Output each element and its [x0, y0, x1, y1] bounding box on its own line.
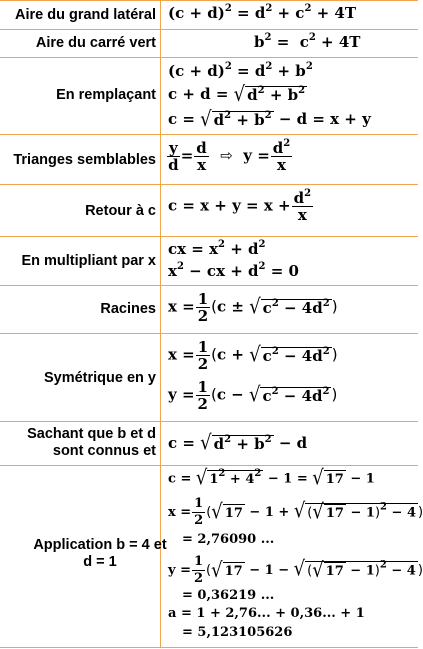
- formula-line: cx = $x^2 + d^2$: [168, 239, 266, 258]
- row-divider: [0, 421, 418, 422]
- row-divider: [0, 285, 418, 286]
- row-divider: [0, 333, 418, 334]
- formula-line: = 5,123105626: [182, 625, 293, 640]
- row-label: Aire du carré vert: [35, 34, 156, 51]
- formula-line: c = √ $d^2 + b^2$ − d: [168, 431, 308, 456]
- formula-line: $\frac{y}{d}$ = $\frac{d}{x}$ ⇨ y = $\frac{d^2}{x}$: [168, 138, 291, 174]
- formula-line: x = $\frac{1}{2}$ (c ± √ $c^2 - 4d^2$ ): [168, 290, 338, 325]
- formula-line: y = $\frac{1}{2}$ (c − √ $c^2 - 4d^2$ ): [168, 378, 338, 413]
- row-label: Retour à c: [85, 202, 156, 219]
- row-label: Sachant que b et d sont connus et: [27, 426, 156, 459]
- formula-line: a = 1 + 2,76... + 0,36... + 1: [168, 606, 365, 621]
- formula-line: $(c + d)^2 = d^2 + c^2 + 4T$: [168, 3, 357, 22]
- row-divider: [0, 134, 418, 135]
- row-divider: [0, 465, 418, 466]
- row-divider: [0, 29, 418, 30]
- formula-line: $b^2 = c^2 + 4T$: [254, 32, 361, 51]
- formula-line: = 2,76090 ...: [182, 532, 275, 547]
- row-label: En multipliant par x: [21, 252, 156, 269]
- formula-line: y = $\frac{1}{2}$ ( √ 17 − 1 − √ ( √ 17 − 1)$^2$ − 4 ): [168, 554, 423, 586]
- formula-line: $(c + d)^2 = d^2 + b^2$: [168, 61, 313, 80]
- row-divider: [0, 57, 418, 58]
- formula-line: x = $\frac{1}{2}$ (c + √ $c^2 - 4d^2$ ): [168, 338, 338, 373]
- formula-line: = 0,36219 ...: [182, 588, 275, 603]
- row-label: Aire du grand latéral: [14, 6, 156, 23]
- row-divider: [0, 184, 418, 185]
- row-divider: [0, 236, 418, 237]
- row-divider: [0, 0, 418, 1]
- implies-arrow-icon: ⇨: [220, 146, 233, 165]
- formula-line: c = √ $1^2 + 4^2$ − 1 = √ 17 − 1: [168, 466, 375, 491]
- row-label: Racines: [100, 300, 156, 317]
- formula-line: $x^2$ − cx + $d^2 = 0$: [168, 261, 299, 280]
- row-label: Trianges semblables: [13, 151, 156, 168]
- row-label: Application b = 4 et d = 1: [33, 537, 167, 570]
- formula-line: c = √ $d^2 + b^2$ − d = x + y: [168, 107, 371, 132]
- row-divider: [0, 647, 418, 648]
- row-label: Symétrique en y: [43, 369, 156, 386]
- formula-line: c + d = √ $d^2 + b^2$: [168, 82, 306, 107]
- row-label: En remplaçant: [56, 86, 156, 103]
- formula-line: x = $\frac{1}{2}$ ( √ 17 − 1 + √ ( √ 17 − 1)$^2$ − 4 ): [168, 496, 423, 528]
- formula-line: c = x + y = x + $\frac{d^2}{x}$: [168, 188, 312, 224]
